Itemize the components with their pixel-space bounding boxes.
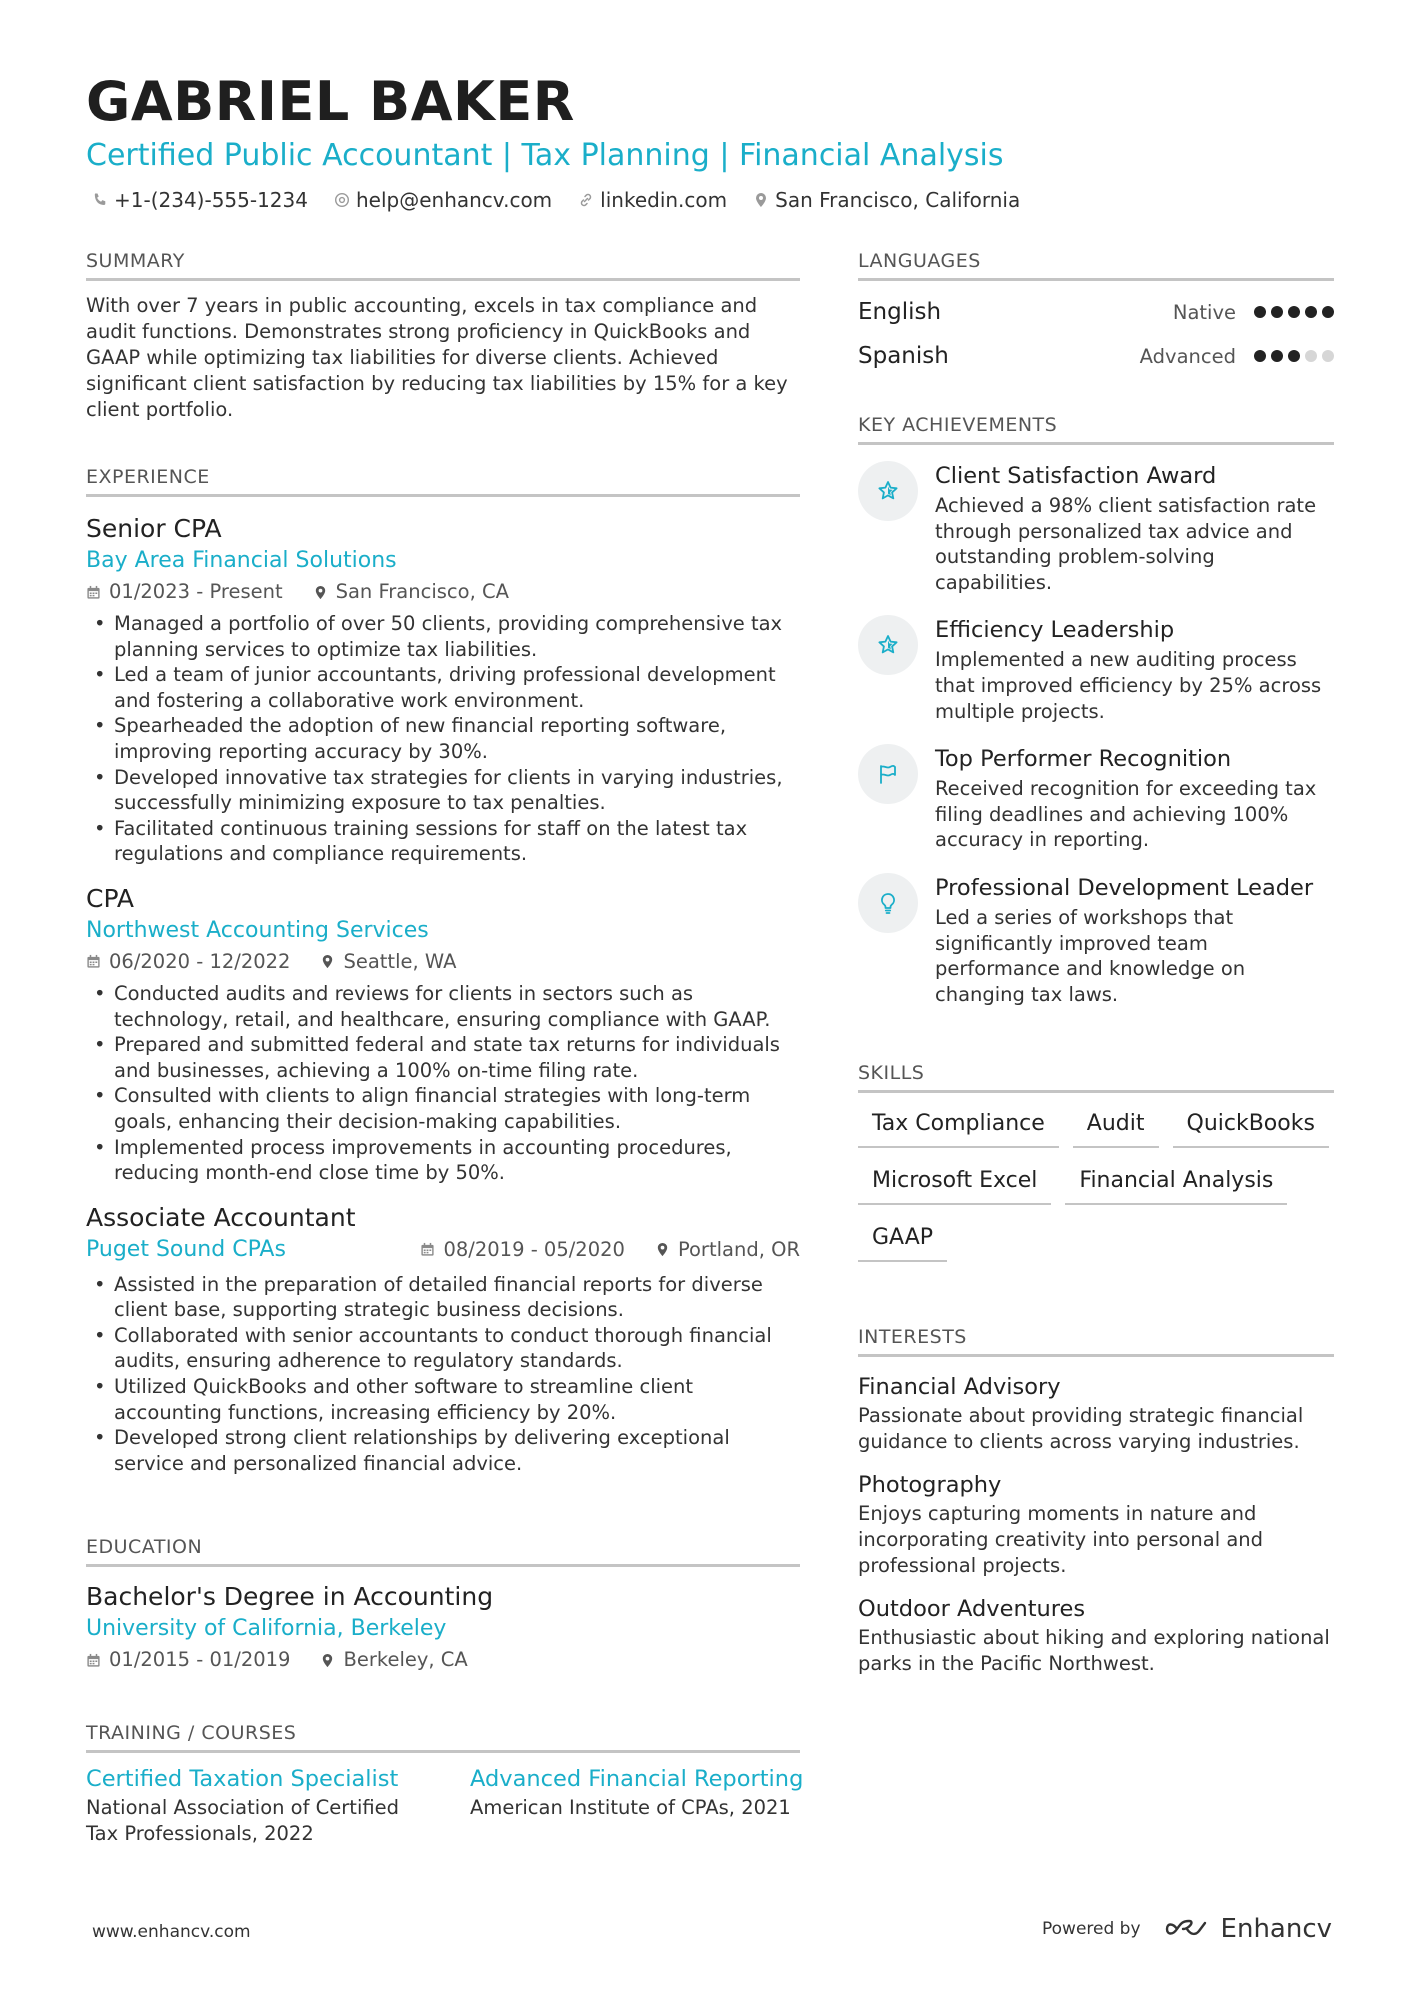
education-dates bbox=[86, 1647, 290, 1673]
rating-dot bbox=[1288, 306, 1300, 318]
skill-tag: QuickBooks bbox=[1173, 1105, 1329, 1148]
contact-location bbox=[753, 188, 1020, 212]
language-level: Advanced bbox=[1139, 344, 1236, 368]
achievement-desc: Implemented a new auditing process that improved efficiency by 25% across multiple projects. bbox=[935, 648, 1322, 723]
education-meta bbox=[86, 1647, 800, 1673]
job-dates bbox=[86, 579, 283, 605]
achievement-title: Client Satisfaction Award bbox=[935, 463, 1217, 489]
languages-section bbox=[858, 250, 1334, 369]
language-name: English bbox=[858, 299, 942, 325]
location-text: Portland, OR bbox=[677, 1237, 800, 1261]
section-title: SKILLS bbox=[858, 1062, 1334, 1093]
bullet-item: • Utilized QuickBooks and other software to streamline client accounting functions, increasing efficiency by 20%. bbox=[86, 1374, 800, 1425]
language-level: Native bbox=[1172, 300, 1236, 324]
contact-email[interactable] bbox=[334, 188, 552, 212]
dates-text: 08/2019 - 05/2020 bbox=[443, 1237, 625, 1261]
job-meta bbox=[86, 579, 800, 605]
rating-dot bbox=[1288, 350, 1300, 362]
achievement-badge bbox=[858, 873, 918, 933]
achievement-badge bbox=[858, 461, 918, 521]
rating-dot bbox=[1322, 350, 1334, 362]
achievements-section bbox=[858, 414, 1334, 1007]
achievement-title: Efficiency Leadership bbox=[935, 617, 1175, 644]
brand-logo bbox=[1165, 1914, 1332, 1944]
flag-icon bbox=[876, 762, 900, 786]
job-meta bbox=[420, 1237, 800, 1263]
linkedin-text: linkedin.com bbox=[600, 188, 728, 212]
bullet-item: • Managed a portfolio of over 50 clients, providing comprehensive tax planning services to optimize tax liabilities. bbox=[86, 611, 800, 662]
location-text: Berkeley, CA bbox=[343, 1648, 468, 1671]
footer-brand[interactable] bbox=[1042, 1914, 1332, 1944]
brand-name: Enhancv bbox=[1220, 1914, 1333, 1944]
summary-section bbox=[86, 250, 800, 423]
bullet-item: • Led a team of junior accountants, driving professional development and fostering a collaborative work environment. bbox=[86, 662, 800, 713]
bullet-item: • Developed innovative tax strategies for clients in varying industries, successfully minimizing exposure to tax penalties. bbox=[86, 765, 800, 816]
star-icon bbox=[876, 479, 900, 503]
location-text: Seattle, WA bbox=[343, 949, 457, 973]
education-location bbox=[320, 1647, 467, 1673]
section-title: LANGUAGES bbox=[858, 250, 1334, 281]
rating-dot bbox=[1254, 350, 1266, 362]
calendar-icon bbox=[420, 1242, 435, 1257]
job-entry bbox=[86, 883, 800, 1186]
interests-section bbox=[858, 1326, 1334, 1677]
company-name: Bay Area Financial Solutions bbox=[86, 548, 397, 573]
job-entry bbox=[86, 513, 800, 867]
company-row bbox=[86, 1234, 800, 1266]
rating-dot bbox=[1322, 306, 1334, 318]
skill-tag: Audit bbox=[1073, 1105, 1159, 1148]
language-rating bbox=[1254, 350, 1334, 362]
email-text: help@enhancv.com bbox=[355, 188, 553, 212]
course-title: Advanced Financial Reporting bbox=[470, 1766, 804, 1792]
job-bullets bbox=[86, 1272, 800, 1477]
interest-title: Financial Advisory bbox=[858, 1374, 1061, 1400]
training-section bbox=[86, 1722, 804, 1847]
school-name: University of California, Berkeley bbox=[86, 1616, 447, 1641]
achievement-desc: Received recognition for exceeding tax filing deadlines and achieving 100% accuracy in reporting. bbox=[935, 777, 1317, 852]
location-pin-icon bbox=[753, 192, 769, 208]
location-pin-icon bbox=[320, 1653, 335, 1668]
bullet-item: • Conducted audits and reviews for clients in sectors such as technology, retail, and healthcare, ensuring compliance with GAAP. bbox=[86, 981, 800, 1032]
company-name: Northwest Accounting Services bbox=[86, 917, 429, 943]
bullet-item: • Developed strong client relationships by delivering exceptional service and personalized financial advice. bbox=[86, 1425, 800, 1476]
language-name: Spanish bbox=[858, 343, 949, 369]
interest-desc: Passionate about providing strategic financial guidance to clients across varying industries. bbox=[858, 1404, 1304, 1453]
interest-title: Photography bbox=[858, 1472, 1002, 1498]
skill-tag: Financial Analysis bbox=[1065, 1162, 1287, 1205]
rating-dot bbox=[1305, 350, 1317, 362]
degree-title: Bachelor's Degree in Accounting bbox=[86, 1582, 494, 1611]
calendar-icon bbox=[86, 585, 101, 600]
dates-text: 01/2015 - 01/2019 bbox=[109, 1648, 291, 1671]
achievement-desc: Led a series of workshops that significantly improved team performance and knowledge on changing tax laws. bbox=[935, 905, 1246, 1006]
job-bullets bbox=[86, 981, 800, 1186]
company-name: Puget Sound CPAs bbox=[86, 1236, 286, 1262]
job-bullets bbox=[86, 611, 800, 867]
interest-item bbox=[858, 1469, 1334, 1579]
achievement-item bbox=[858, 461, 1334, 595]
interest-desc: Enjoys capturing moments in nature and incorporating creativity into personal and professional projects. bbox=[858, 1502, 1264, 1577]
location-pin-icon bbox=[320, 954, 335, 969]
rating-dot bbox=[1271, 306, 1283, 318]
rating-dot bbox=[1305, 306, 1317, 318]
bullet-item: • Assisted in the preparation of detailed financial reports for diverse client base, supporting strategic business decisions. bbox=[86, 1272, 800, 1323]
interest-desc: Enthusiastic about hiking and exploring national parks in the Pacific Northwest. bbox=[858, 1626, 1330, 1675]
bullet-item: • Prepared and submitted federal and state tax returns for individuals and businesses, achieving a 100% on-time filing rate. bbox=[86, 1032, 800, 1083]
job-entry bbox=[86, 1202, 800, 1477]
achievement-desc: Achieved a 98% client satisfaction rate through personalized tax advice and outstanding problem-solving capabilities. bbox=[935, 494, 1317, 594]
section-title: KEY ACHIEVEMENTS bbox=[858, 414, 1334, 445]
job-dates bbox=[420, 1237, 624, 1263]
course-title: Certified Taxation Specialist bbox=[86, 1766, 399, 1792]
rating-dot bbox=[1271, 350, 1283, 362]
course-item bbox=[470, 1763, 804, 1847]
location-text: San Francisco, California bbox=[775, 188, 1021, 212]
skill-tag: Tax Compliance bbox=[858, 1105, 1059, 1148]
skills-section bbox=[858, 1062, 1334, 1262]
language-item bbox=[858, 299, 1334, 325]
achievement-title: Top Performer Recognition bbox=[935, 746, 1232, 773]
link-icon bbox=[578, 192, 594, 208]
course-list bbox=[86, 1763, 804, 1847]
summary-text: With over 7 years in public accounting, excels in tax compliance and audit functions. Demonstrates strong proficiency in QuickBooks and GAAP while optimizing tax liabilities for diverse clients. Achieved significant client satisfaction by reducing tax liabilities by 15% for a key client portfolio. bbox=[86, 294, 788, 421]
job-dates bbox=[86, 949, 290, 975]
location-text: San Francisco, CA bbox=[335, 580, 509, 603]
phone-icon bbox=[92, 192, 108, 208]
job-meta bbox=[86, 949, 800, 975]
bullet-item: • Collaborated with senior accountants to conduct thorough financial audits, ensuring adherence to regulatory standards. bbox=[86, 1323, 800, 1374]
course-desc: National Association of Certified Tax Professionals, 2022 bbox=[86, 1796, 400, 1845]
section-title: EXPERIENCE bbox=[86, 466, 800, 497]
rating-dot bbox=[1254, 306, 1266, 318]
section-title: SUMMARY bbox=[86, 250, 800, 281]
phone-text: +1-(234)-555-1234 bbox=[114, 188, 308, 212]
achievement-badge bbox=[858, 615, 918, 675]
contact-phone[interactable] bbox=[92, 188, 308, 212]
bullet-item: • Facilitated continuous training sessions for staff on the latest tax regulations and compliance requirements. bbox=[86, 816, 800, 867]
dates-text: 06/2020 - 12/2022 bbox=[109, 949, 291, 973]
education-section bbox=[86, 1536, 800, 1673]
experience-section bbox=[86, 466, 800, 1476]
course-item bbox=[86, 1763, 408, 1847]
skill-list bbox=[858, 1105, 1334, 1262]
job-title: Senior CPA bbox=[86, 514, 222, 543]
course-desc: American Institute of CPAs, 2021 bbox=[470, 1796, 791, 1819]
language-item bbox=[858, 343, 1334, 369]
headline: Certified Public Accountant | Tax Planning | Financial Analysis bbox=[86, 138, 1004, 173]
bullet-item: • Spearheaded the adoption of new financial reporting software, improving reporting accuracy by 30%. bbox=[86, 713, 800, 764]
language-rating bbox=[1254, 306, 1334, 318]
job-location bbox=[320, 949, 456, 975]
section-title: TRAINING / COURSES bbox=[86, 1722, 800, 1753]
interest-item bbox=[858, 1593, 1334, 1677]
calendar-icon bbox=[86, 1653, 101, 1668]
job-title: CPA bbox=[86, 883, 135, 913]
job-title: Associate Accountant bbox=[86, 1202, 356, 1232]
achievement-badge bbox=[858, 744, 918, 804]
achievement-item bbox=[858, 744, 1334, 853]
achievement-title: Professional Development Leader bbox=[935, 874, 1314, 901]
dates-text: 01/2023 - Present bbox=[109, 580, 283, 603]
job-location bbox=[655, 1237, 800, 1263]
calendar-icon bbox=[86, 954, 101, 969]
skill-tag: Microsoft Excel bbox=[858, 1162, 1051, 1205]
location-pin-icon bbox=[313, 585, 328, 600]
contact-bar bbox=[92, 188, 1020, 212]
job-location bbox=[313, 579, 509, 605]
footer-website[interactable]: www.enhancv.com bbox=[92, 1922, 251, 1942]
candidate-name: GABRIEL BAKER bbox=[86, 70, 575, 133]
lightbulb-icon bbox=[876, 891, 900, 915]
interest-item bbox=[858, 1371, 1334, 1455]
contact-linkedin[interactable] bbox=[578, 188, 727, 212]
powered-by-label: Powered by bbox=[1042, 1919, 1141, 1939]
location-pin-icon bbox=[655, 1242, 670, 1257]
star-icon bbox=[876, 633, 900, 657]
achievement-item bbox=[858, 873, 1334, 1007]
bullet-item: • Consulted with clients to align financial strategies with long-term goals, enhancing their decision-making capabilities. bbox=[86, 1083, 800, 1134]
achievement-item bbox=[858, 615, 1334, 724]
section-title: INTERESTS bbox=[858, 1326, 1334, 1357]
section-title: EDUCATION bbox=[86, 1536, 800, 1567]
bullet-item: • Implemented process improvements in accounting procedures, reducing month-end close time by 50%. bbox=[86, 1135, 800, 1186]
enhancv-logo-icon bbox=[1165, 1917, 1211, 1941]
at-icon bbox=[334, 192, 350, 208]
interest-title: Outdoor Adventures bbox=[858, 1596, 1086, 1622]
skill-tag: GAAP bbox=[858, 1219, 947, 1262]
